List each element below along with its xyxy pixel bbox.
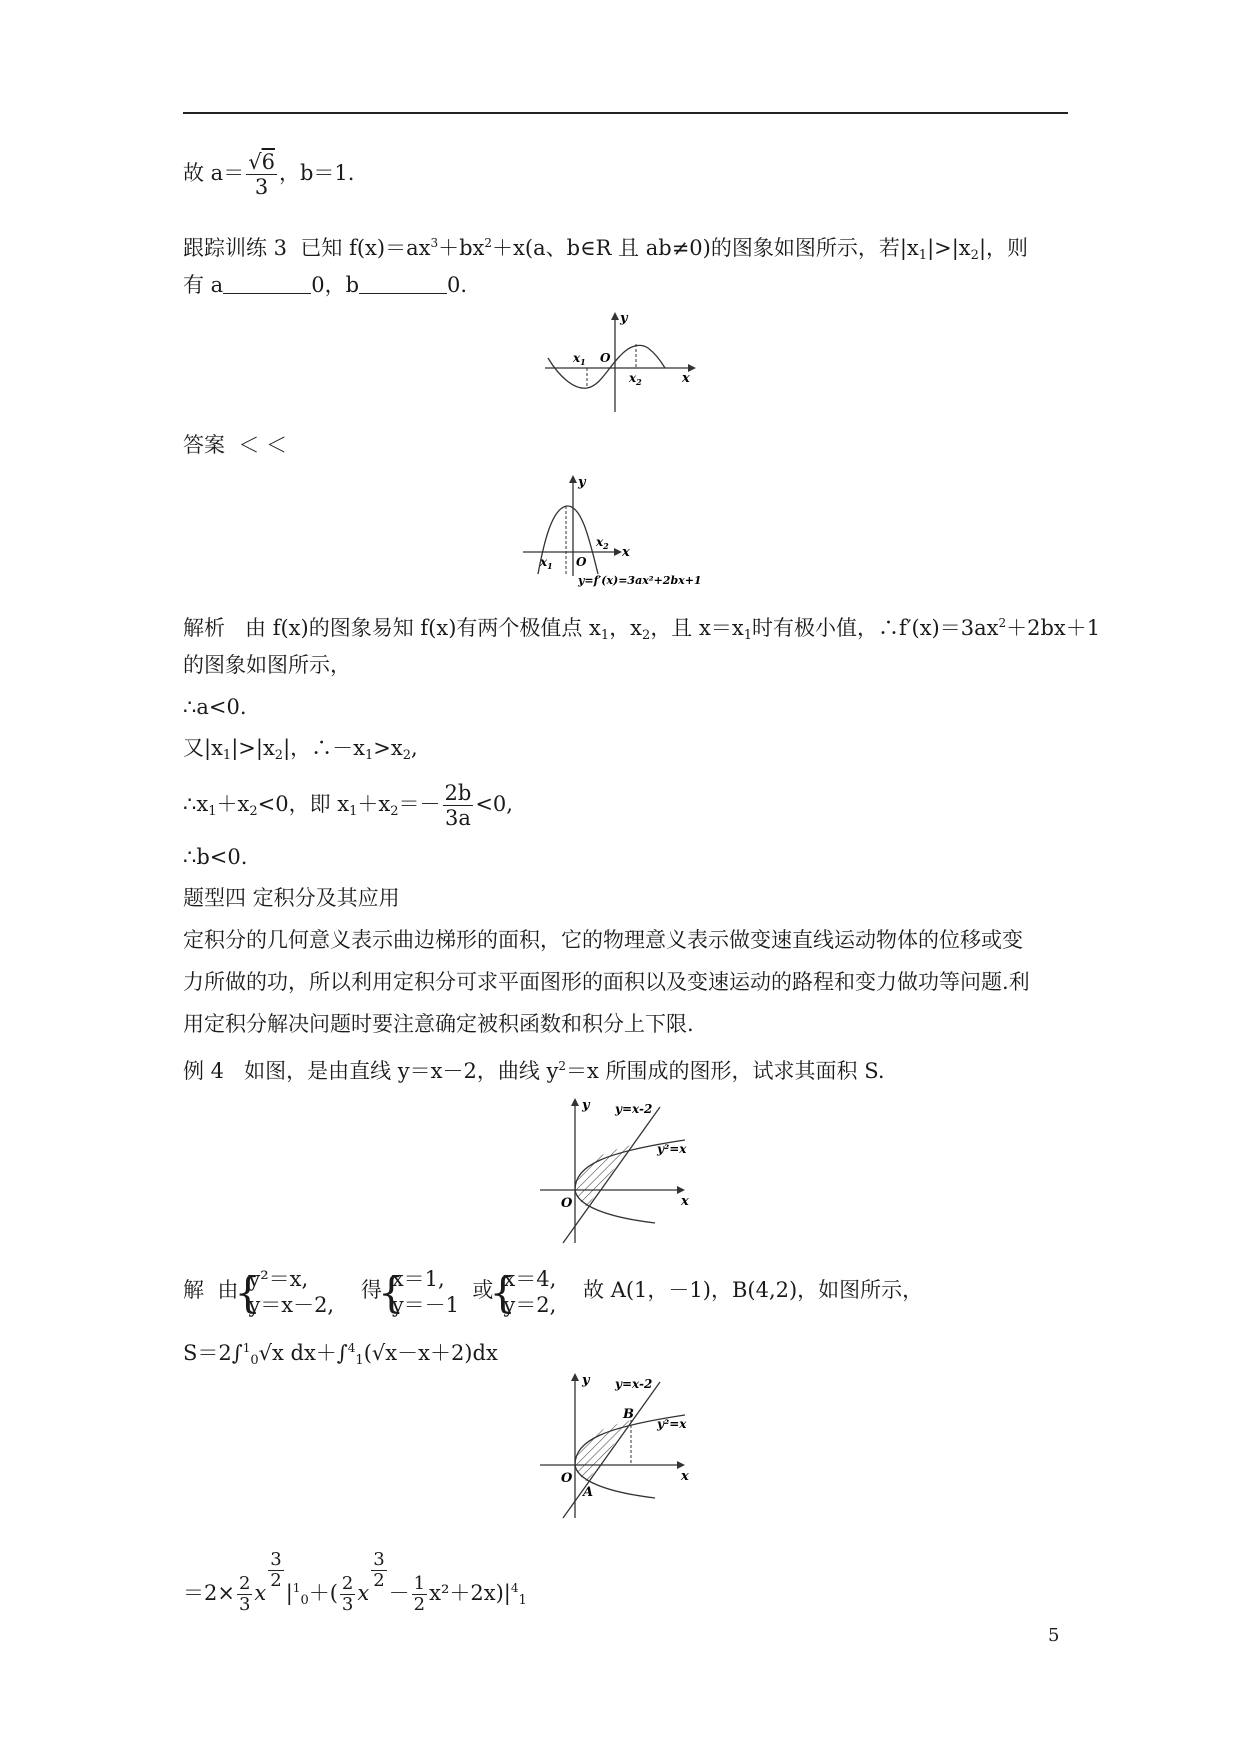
exercise-label: 跟踪训练 3 — [183, 236, 288, 260]
answer-blank-a[interactable] — [223, 273, 311, 294]
analysis-text: 又|x — [183, 736, 223, 760]
subscript: 2 — [274, 748, 284, 763]
label-y: y — [578, 475, 586, 490]
final-text: － — [388, 1581, 410, 1605]
exercise-text: 有 a — [183, 273, 224, 297]
subscript: 1 — [349, 804, 358, 819]
section-paragraph-line-2: 力所做的功，所以利用定积分可求平面图形的面积以及变速运动的路程和变力做功等问题.利 — [183, 970, 1030, 994]
analysis-text: ＋2bx＋1 — [1006, 616, 1101, 640]
section-title: 题型四 定积分及其应用 — [183, 886, 400, 910]
integral-text: √x dx＋∫ — [258, 1341, 348, 1365]
system-3: { x＝4, y＝2, — [493, 1266, 556, 1318]
y-axis-arrow-icon — [569, 475, 577, 483]
line-y-x-2 — [563, 1107, 660, 1243]
label-point-b: B — [623, 1407, 634, 1422]
analysis-line-2: 的图象如图所示， — [183, 653, 351, 677]
result-fraction: $\frac{√6}{3}$ — [248, 150, 275, 199]
answer-value: ＜ ＜ — [238, 433, 288, 457]
subscript: 1 — [365, 748, 374, 763]
label-x: x — [622, 545, 630, 560]
eval-lower-limit: 1 — [518, 1593, 527, 1608]
analysis-text: ＝－ — [398, 792, 441, 816]
example-text: ＝x 所围成的图形，试求其面积 S. — [566, 1059, 885, 1083]
y-axis-arrow-icon — [611, 312, 619, 320]
analysis-text: |，∴－x — [283, 736, 365, 760]
header-rule — [183, 112, 1068, 114]
analysis-text: ＋x — [216, 792, 250, 816]
figure-cubic-graph — [540, 308, 700, 416]
analysis-text: ∴x — [183, 792, 209, 816]
integral-line — [183, 1333, 498, 1376]
analysis-text: 由 f(x)的图象易知 f(x)有两个极值点 x — [245, 616, 601, 640]
analysis-text: ，x — [609, 616, 643, 640]
answer-line — [183, 430, 287, 460]
exercise-text: |，则 — [978, 236, 1029, 260]
integral-text: (√x－x＋2)dx — [363, 1341, 498, 1365]
analysis-text: ，且 x＝x — [650, 616, 744, 640]
exercise-line-2 — [183, 270, 467, 300]
analysis-line-1 — [183, 608, 1100, 651]
solution-text: 故 A(1，－1)，B(4,2)，如图所示， — [583, 1278, 924, 1302]
label-x2: $x_2$ — [629, 371, 642, 387]
answer-label: 答案 — [183, 433, 225, 457]
subscript: 1 — [918, 248, 928, 263]
exponent: 3 — [430, 236, 439, 250]
eval-upper-limit: 4 — [510, 1581, 519, 1595]
shaded-region — [575, 1145, 631, 1207]
label-point-a: A — [583, 1485, 594, 1500]
label-curve: y²=x — [657, 1142, 687, 1156]
solution-label: 解 — [183, 1278, 204, 1302]
system-1: { y²＝x, y＝x－2, — [238, 1266, 334, 1318]
analysis-line-6: ∴b<0. — [183, 845, 248, 869]
figure-region-labeled — [535, 1370, 710, 1520]
example-line — [183, 1051, 885, 1086]
page-number: 5 — [1048, 1625, 1060, 1646]
label-origin: O — [561, 1471, 573, 1486]
subscript: 1 — [600, 628, 610, 643]
section-paragraph-line-1: 定积分的几何意义表示曲边梯形的面积，它的物理意义表示做变速直线运动物体的位移或变 — [183, 928, 1023, 952]
analysis-text: 时有极小值，∴f′(x)＝3ax — [751, 616, 999, 640]
subscript: 2 — [970, 248, 979, 263]
final-computation-line — [183, 1550, 527, 1629]
exercise-text: 已知 f(x)＝ax — [300, 236, 431, 260]
exercise-text: ＋x(a、b∈R 且 ab≠0)的图象如图所示，若|x — [492, 236, 919, 260]
exercise-text: |>|x — [927, 236, 971, 260]
solution-text: 或 — [472, 1278, 494, 1302]
exercise-text: 0，b — [311, 273, 360, 297]
subscript: 2 — [390, 804, 399, 819]
exponent: 2 — [998, 616, 1007, 630]
analysis-line-5 — [183, 776, 513, 840]
fraction: $\frac{1}{2}$ — [413, 1573, 426, 1615]
fraction: $\frac{2}{3}$ — [341, 1573, 354, 1615]
subscript: 1 — [208, 804, 217, 819]
solution-line — [183, 1262, 923, 1318]
label-x2: $x_2$ — [596, 535, 609, 551]
label-y: y — [620, 311, 628, 326]
label-x1: $x_1$ — [540, 555, 553, 571]
result-prefix: 故 a＝ — [183, 161, 245, 185]
analysis-text: , — [411, 736, 418, 760]
fraction-exponent: $\frac{3}{2}$ — [270, 1549, 282, 1591]
final-text: ＋( — [308, 1581, 338, 1605]
label-y: y — [582, 1098, 590, 1113]
answer-blank-b[interactable] — [359, 273, 447, 294]
figure-region — [535, 1095, 710, 1245]
solution-text: 得 — [360, 1278, 382, 1302]
result-line — [183, 150, 354, 199]
solution-text: 由 — [217, 1278, 239, 1302]
fraction-exponent: $\frac{3}{2}$ — [373, 1549, 385, 1591]
label-x1: $x_1$ — [573, 351, 586, 367]
analysis-text: <0, — [475, 792, 513, 816]
sqrt-radicand: 6 — [261, 150, 275, 174]
fraction-denominator: 3 — [246, 174, 277, 199]
integral-upper-limit: 4 — [347, 1341, 356, 1355]
x-axis-arrow-icon — [614, 548, 622, 556]
line-y-x-2 — [563, 1382, 660, 1518]
example-label: 例 4 — [183, 1059, 225, 1083]
fraction: $\frac{2}{3}$ — [238, 1573, 251, 1615]
final-text: x — [254, 1581, 267, 1605]
analysis-label: 解析 — [183, 616, 225, 640]
y-axis-arrow-icon — [571, 1098, 579, 1106]
analysis-text: ＋x — [357, 792, 391, 816]
label-x: x — [681, 1469, 689, 1484]
subscript: 2 — [642, 628, 651, 643]
example-text: 如图，是由直线 y＝x－2，曲线 y — [244, 1059, 559, 1083]
subscript: 2 — [249, 804, 258, 819]
subscript: 2 — [402, 748, 412, 763]
shaded-region — [575, 1420, 631, 1482]
x-axis-arrow-icon — [677, 1461, 685, 1469]
analysis-line-3: ∴a<0. — [183, 695, 247, 719]
fraction-2b-3a: $\frac{2b}{3a}$ — [444, 781, 472, 830]
integral-upper-limit: 1 — [242, 1341, 251, 1355]
subscript: 1 — [222, 748, 232, 763]
label-origin: O — [576, 555, 587, 569]
eval-upper-limit: 1 — [292, 1581, 301, 1595]
integral-lower-limit: 1 — [355, 1353, 364, 1368]
eval-lower-limit: 0 — [300, 1593, 309, 1608]
label-origin: O — [561, 1196, 573, 1211]
exercise-line-1 — [183, 228, 1028, 271]
final-text: x — [357, 1581, 370, 1605]
analysis-line-4 — [183, 733, 418, 771]
label-curve: y²=x — [657, 1417, 687, 1431]
exponent: 2 — [558, 1059, 566, 1073]
label-line: y=x-2 — [615, 1102, 653, 1116]
analysis-text: |>|x — [231, 736, 275, 760]
system-2: { x＝1, y＝－1 — [382, 1266, 459, 1318]
analysis-text: <0，即 x — [257, 792, 350, 816]
y-axis-arrow-icon — [571, 1373, 579, 1381]
label-x: x — [682, 371, 690, 386]
integral-text: S＝2∫ — [183, 1341, 243, 1365]
analysis-text: >x — [373, 736, 403, 760]
exercise-text: ＋bx — [438, 236, 485, 260]
section-paragraph-line-3: 用定积分解决问题时要注意确定被积函数和积分上下限. — [183, 1012, 694, 1036]
final-text: ＝2× — [183, 1581, 235, 1605]
figure-caption: y=f′(x)=3ax²+2bx+1 — [578, 574, 702, 587]
exponent: 2 — [484, 236, 493, 250]
final-text: | — [285, 1581, 293, 1605]
subscript: 1 — [743, 628, 752, 643]
label-line: y=x-2 — [615, 1377, 653, 1391]
integral-lower-limit: 0 — [250, 1353, 259, 1368]
label-x: x — [681, 1194, 689, 1209]
exercise-text: 0. — [447, 273, 468, 297]
label-y: y — [582, 1373, 590, 1388]
figure-derivative-graph — [518, 472, 718, 590]
label-origin: O — [600, 351, 611, 365]
final-text: x²＋2x)| — [429, 1581, 511, 1605]
x-axis-arrow-icon — [677, 1186, 685, 1194]
result-tail: ，b＝1. — [278, 161, 355, 185]
